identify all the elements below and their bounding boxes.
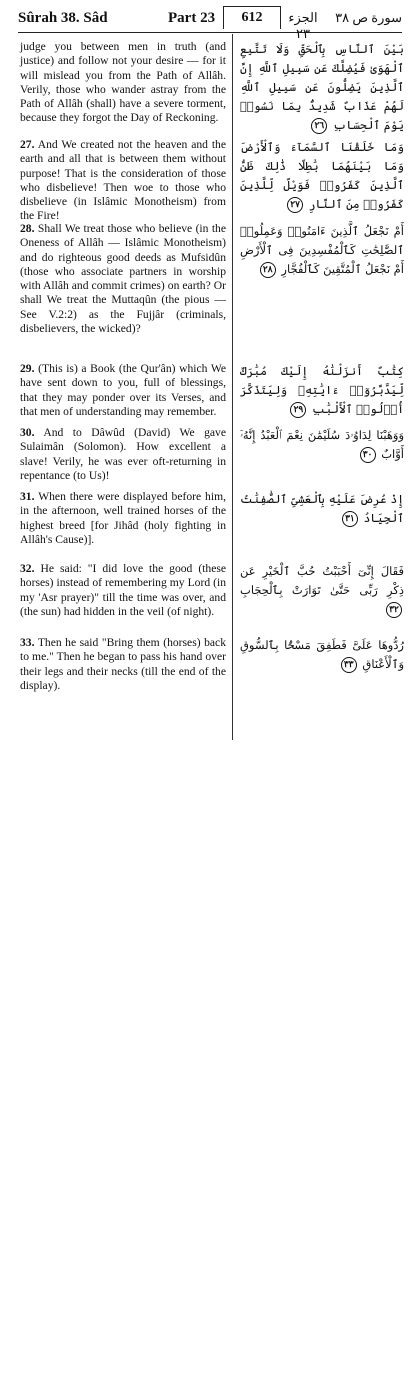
ayah-number-mark: ٣٣ — [341, 657, 357, 673]
english-verse-27 — [20, 138, 226, 224]
english-verse-33 — [20, 636, 226, 693]
arabic-verse-29 — [240, 362, 404, 419]
verse-text: And to Dâwûd (David) We gave Sulaimân (Solomon). How excellent a slave! Verily, he was ever oft-returning in repentance (to Us)! — [20, 426, 226, 482]
arabic-text: فَقَالَ إِنِّىٓ أَحْبَبْتُ حُبَّ ٱلْخَيْرِ عَن ذِكْرِ رَبِّى حَتَّىٰ تَوَارَتْ بِٱلْحِجَابِ — [240, 564, 404, 597]
ayah-number-mark: ٣٠ — [360, 447, 376, 463]
verse-number: 28. — [20, 222, 35, 235]
arabic-text: إِذْ عُرِضَ عَلَيْهِ بِٱلْعَشِىِّ ٱلصَّٰفِنَٰتُ ٱلْجِيَادُ — [240, 492, 404, 525]
arabic-verse-32 — [240, 562, 404, 619]
ayah-number-mark: ٢٨ — [260, 262, 276, 278]
arabic-verse-31 — [240, 490, 404, 528]
arabic-verse-30 — [240, 426, 404, 464]
ayah-number-mark: ٢٧ — [287, 197, 303, 213]
english-verse-28 — [20, 222, 226, 336]
verse-number: 29. — [20, 362, 35, 375]
english-verse-32 — [20, 562, 226, 619]
arabic-verse-27 — [240, 138, 404, 214]
arabic-text: وَوَهَبْنَا لِدَاوُۥدَ سُلَيْمَٰنَ نِعْمَ ٱلْعَبْدُ إِنَّهُۥٓ أَوَّابٌ — [240, 428, 404, 461]
verse-number: 27. — [20, 138, 35, 151]
verse-text: (This is) a Book (the Qur'ân) which We have sent down to you, full of blessings, that they may ponder over its Verses, and that men of understanding may remember. — [20, 362, 226, 418]
arabic-text: وَمَا خَلَقْنَا ٱلسَّمَآءَ وَٱلْأَرْضَ وَمَا بَيْنَهُمَا بَٰطِلًا ذَٰلِكَ ظَنُّ ٱلَّذِينَ كَفَرُوا۟ فَوَيْلٌ لِّلَّذِينَ كَفَرُوا۟ مِنَ ٱلنَّارِ — [240, 140, 404, 211]
header-surah-title: Sûrah 38. Sâd — [18, 10, 108, 26]
english-verse-30 — [20, 426, 226, 483]
verse-text: And We created not the heaven and the earth and all that is between them without purpose! That is the consideration of those who disbelieve! Then woe to those who disbelieve (in Islâmic Monotheism) from the Fire! — [20, 138, 226, 223]
arabic-text: أَمْ نَجْعَلُ ٱلَّذِينَ ءَامَنُوا۟ وَعَمِلُوا۟ ٱلصَّٰلِحَٰتِ كَٱلْمُفْسِدِينَ فِى ٱلْأَرْضِ أَمْ نَجْعَلُ ٱلْمُتَّقِينَ كَٱلْفُجَّارِ — [240, 224, 404, 276]
arabic-verse-33 — [240, 636, 404, 674]
ayah-number-mark: ٣١ — [342, 511, 358, 527]
header-surah-arabic: سورة ص ٣٨ — [335, 10, 402, 25]
page-header — [18, 6, 402, 41]
ayah-number-mark: ٢٦ — [311, 118, 327, 134]
verse-text: judge you between men in truth (and justice) and follow not your desire — for it will mislead you from the Path of Allâh. Verily, those who wander astray from the Path of Allâh (shall) have a severe torment, because they forgot the Day of Reckoning. — [20, 40, 226, 125]
english-verse-29 — [20, 362, 226, 419]
english-verse-26-cont — [20, 40, 226, 126]
verse-number: 30. — [20, 426, 35, 439]
arabic-text: كِتَٰبٌ أَنزَلْنَٰهُ إِلَيْكَ مُبَٰرَكٌ لِّيَدَّبَّرُوٓا۟ ءَايَٰتِهِۦ وَلِيَتَذَكَّرَ أُو۟لُوا۟ ٱلْأَلْبَٰبِ — [240, 364, 404, 416]
arabic-verse-26-cont — [240, 40, 404, 135]
verse-number: 31. — [20, 490, 35, 503]
verse-text: He said: "I did love the good (these horses) instead of remembering my Lord (in my 'Asr prayer)" till the time was over, and (the sun) had hidden in the veil (of night). — [20, 562, 226, 618]
english-verse-31 — [20, 490, 226, 547]
column-divider — [232, 34, 233, 740]
ayah-number-mark: ٢٩ — [290, 402, 306, 418]
verse-text: When there were displayed before him, in the afternoon, well trained horses of the highest breed [for Jihâd (holy fighting in Allâh's Cause)]. — [20, 490, 226, 546]
verse-text: Then he said "Bring them (horses) back to me." Then he began to pass his hand over their legs and their necks (till the end of the display). — [20, 636, 226, 692]
verse-text: Shall We treat those who believe (in the Oneness of Allâh — Islâmic Monotheism) and do righteous good deeds as Mufsidûn (those who associate partners in worship with Allâh and commit crimes) on earth? Or shall We treat the Muttaqûn (the pious — See V.2:2) as the Fujjâr (criminals, disbelievers, the wicked)? — [20, 222, 227, 336]
verse-number: 32. — [20, 562, 35, 575]
verse-number: 33. — [20, 636, 35, 649]
header-part-label: Part 23 — [168, 10, 216, 26]
ayah-number-mark: ٣٢ — [386, 602, 402, 618]
arabic-text: بَيْنَ ٱلنَّاسِ بِٱلْحَقِّ وَلَا تَتَّبِعِ ٱلْهَوَىٰ فَيُضِلَّكَ عَن سَبِيلِ ٱللَّهِ إِنَّ ٱلَّذِينَ يَضِلُّونَ عَن سَبِيلِ ٱللَّهِ لَهُمْ عَذَابٌ شَدِيدٌۢ بِمَا نَسُوا۟ يَوْمَ ٱلْحِسَابِ — [240, 42, 404, 132]
arabic-verse-28 — [240, 222, 404, 279]
arabic-text: رُدُّوهَا عَلَىَّ فَطَفِقَ مَسْحًۢا بِٱلسُّوقِ وَٱلْأَعْنَاقِ — [240, 638, 404, 671]
header-juz-arabic: الجزء ٢٣ — [288, 10, 318, 41]
header-page-number: 612 — [223, 6, 281, 29]
